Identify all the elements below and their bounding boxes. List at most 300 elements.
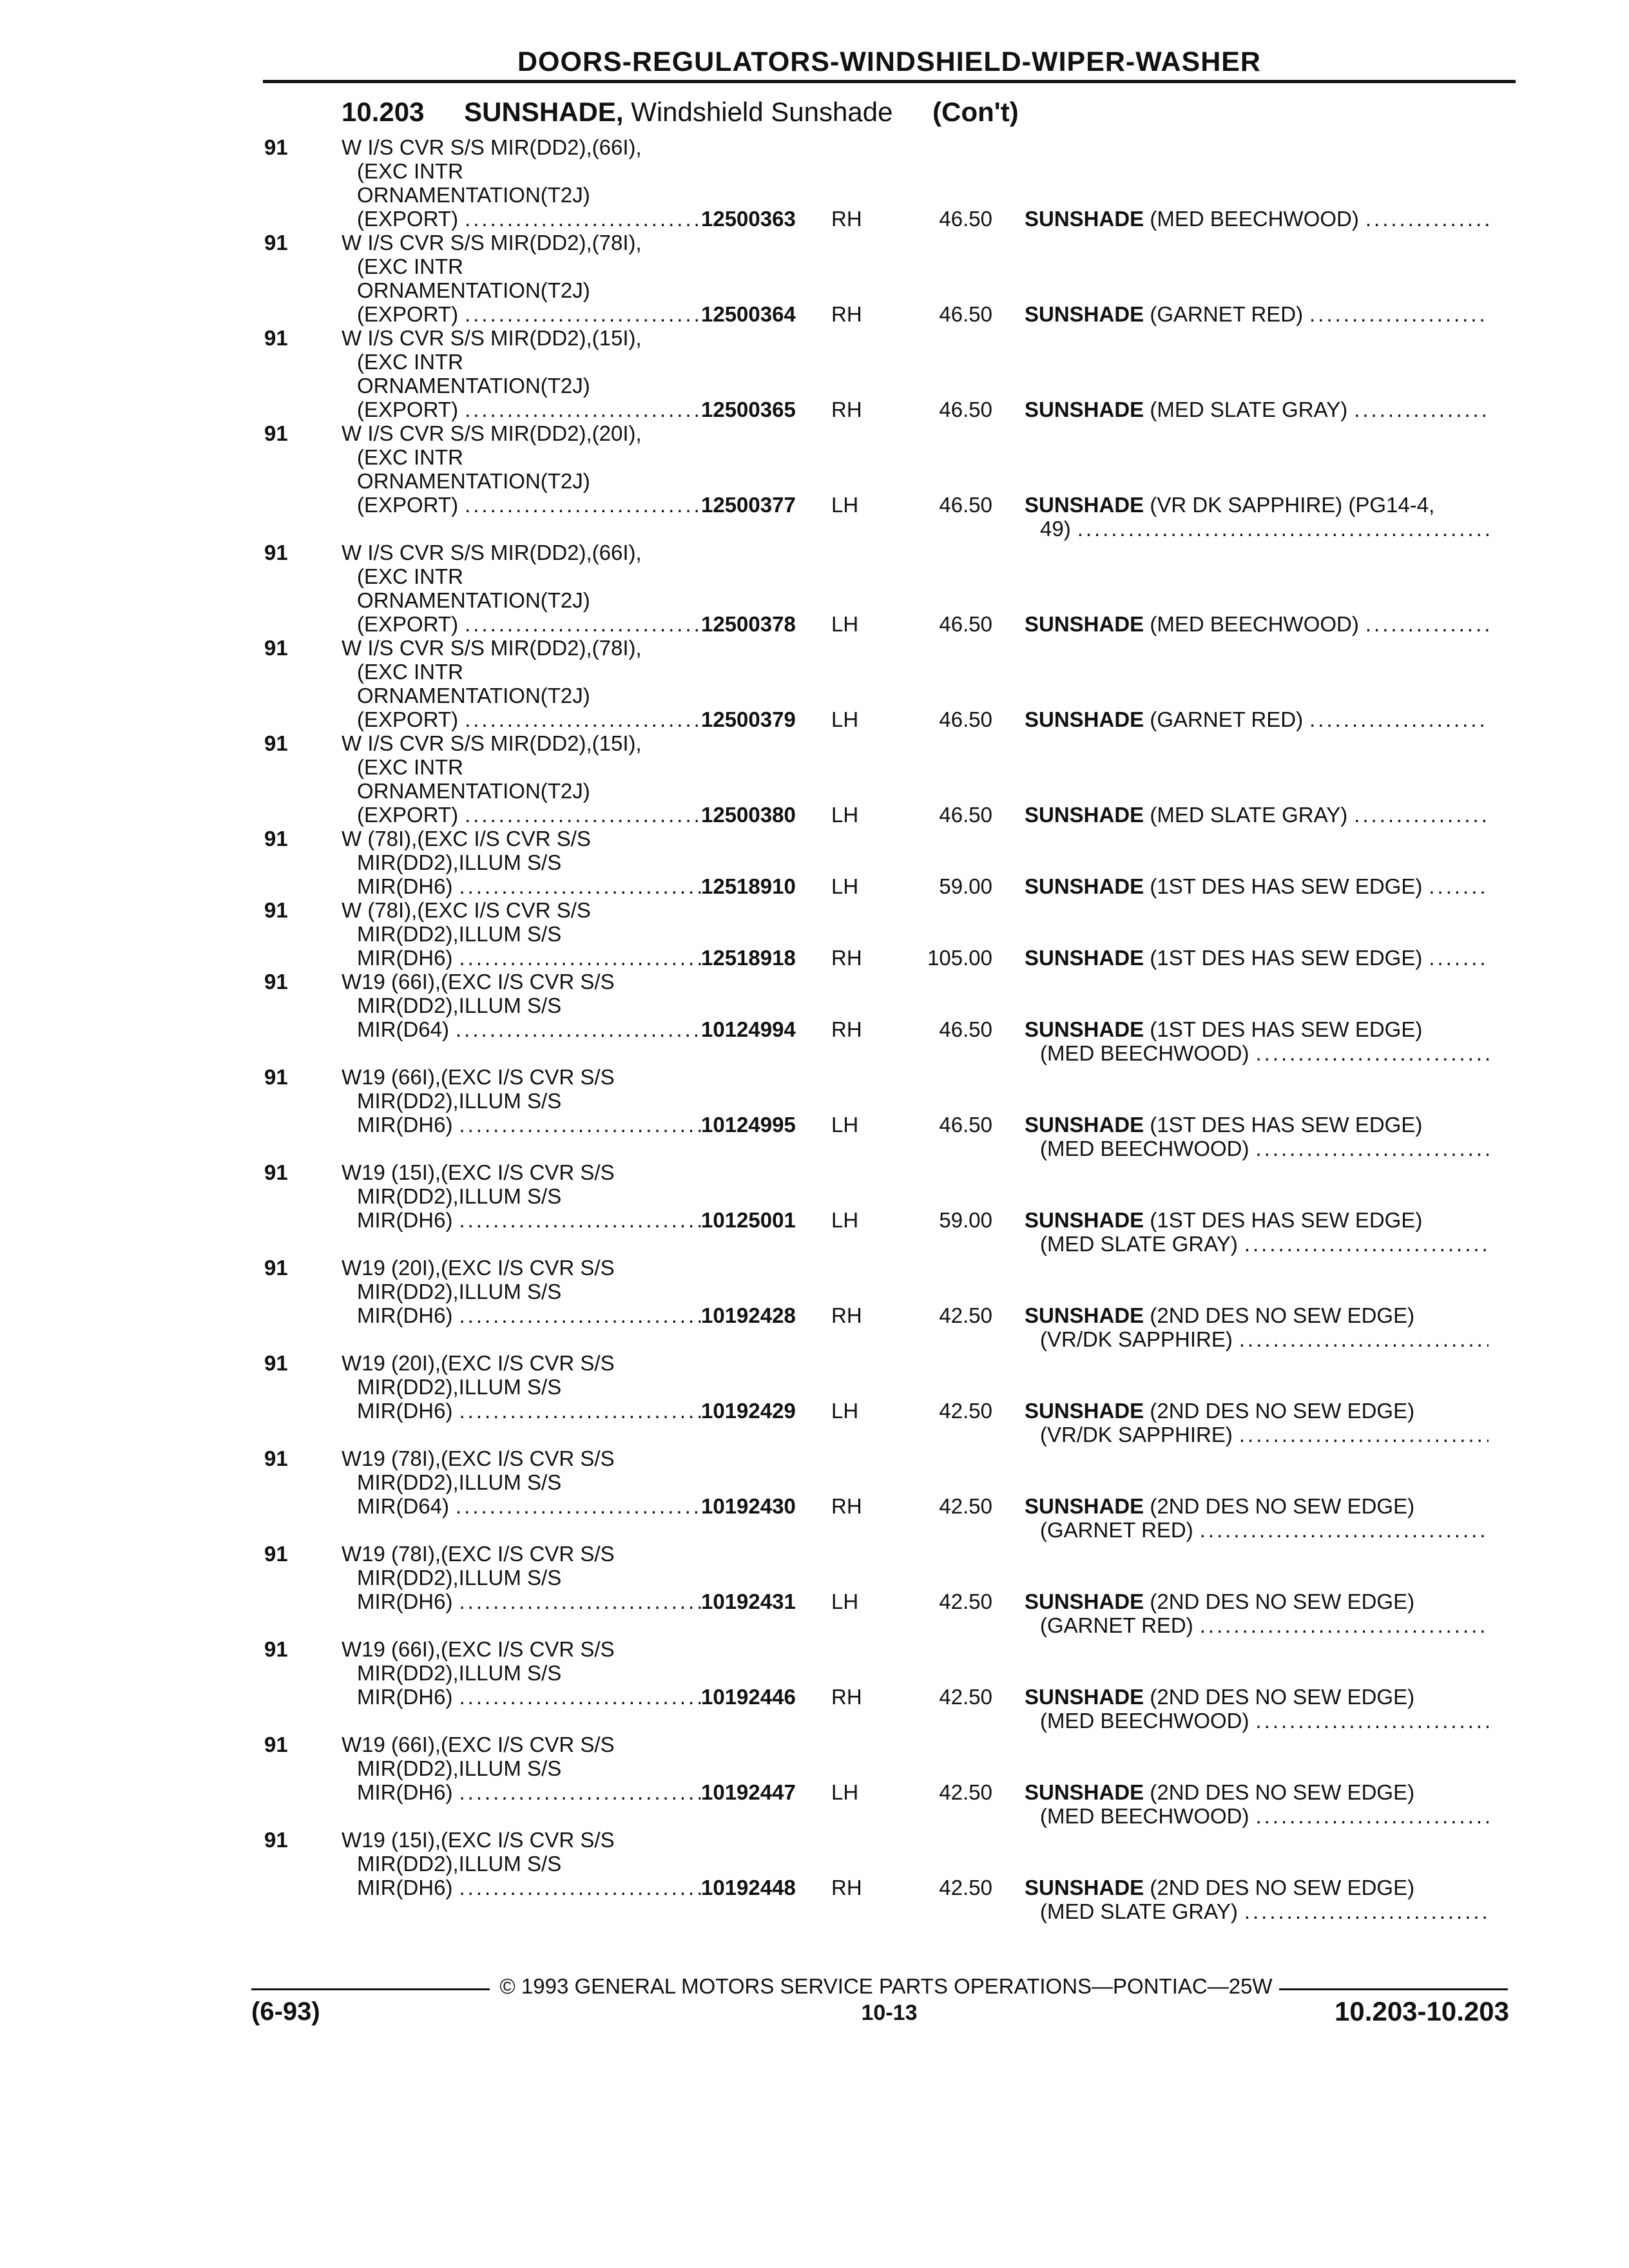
part-name-detail: (2ND DES NO SEW EDGE)	[1150, 1876, 1415, 1899]
description-line: (EXPORT)	[357, 707, 459, 731]
part-name-line	[1040, 1041, 1249, 1065]
part-entry	[0, 1828, 1629, 1923]
application-description	[342, 1542, 705, 1613]
part-name-line	[1040, 1613, 1193, 1637]
part-name-keyword: SUNSHADE	[1025, 803, 1144, 827]
part-name-keyword: SUNSHADE	[1025, 1876, 1144, 1899]
part-name-keyword: SUNSHADE	[1025, 707, 1144, 731]
list-price: 42.50	[939, 1399, 992, 1423]
model-year: 91	[264, 1733, 288, 1756]
part-name-line	[1025, 302, 1303, 326]
dot-leader	[456, 1494, 705, 1518]
part-name-line	[1025, 1399, 1414, 1423]
description-line: W I/S CVR S/S MIR(DD2),(20I),	[342, 421, 642, 445]
part-name-keyword: SUNSHADE	[1025, 874, 1144, 898]
part-name-line	[1025, 1208, 1422, 1232]
part-number: 12500379	[701, 707, 796, 731]
part-name-detail: (1ST DES HAS SEW EDGE)	[1150, 946, 1423, 970]
part-name-detail: (MED BEECHWOOD)	[1150, 612, 1359, 636]
part-entry	[0, 541, 1629, 636]
dot-leader	[459, 1303, 705, 1327]
part-name-keyword: SUNSHADE	[1025, 1399, 1144, 1423]
part-name-keyword: SUNSHADE	[1025, 1685, 1144, 1709]
list-price: 42.50	[939, 1590, 992, 1613]
part-number: 12500363	[701, 207, 796, 231]
application-description	[342, 636, 705, 731]
description-line: W19 (20I),(EXC I/S CVR S/S	[342, 1256, 615, 1280]
list-price: 42.50	[939, 1303, 992, 1327]
part-name-detail: (2ND DES NO SEW EDGE)	[1150, 1303, 1415, 1327]
application-description	[342, 1160, 705, 1232]
part-name	[1025, 1399, 1489, 1446]
description-line: (EXC INTR	[357, 755, 463, 779]
part-entry	[0, 1637, 1629, 1733]
part-name	[1025, 1494, 1489, 1542]
dot-leader	[465, 612, 705, 636]
model-year: 91	[264, 1256, 288, 1280]
description-line: (EXC INTR	[357, 255, 463, 278]
part-name-line	[1040, 1423, 1233, 1446]
part-name	[1025, 707, 1489, 731]
model-year: 91	[264, 898, 288, 922]
part-name	[1025, 1685, 1489, 1733]
part-name-line	[1025, 1494, 1414, 1518]
description-line: W19 (66I),(EXC I/S CVR S/S	[342, 970, 615, 994]
list-price: 42.50	[939, 1685, 992, 1709]
application-description	[342, 1637, 705, 1709]
part-entry	[0, 731, 1629, 827]
dot-leader	[459, 1876, 705, 1899]
part-name-line	[1040, 517, 1071, 541]
section-subtitle: Windshield Sunshade	[631, 97, 893, 127]
dot-leader	[1354, 803, 1489, 827]
dot-leader	[456, 1017, 705, 1041]
description-line: MIR(DH6)	[357, 1780, 453, 1804]
model-year: 91	[264, 827, 288, 850]
description-line: MIR(DD2),ILLUM S/S	[357, 1566, 562, 1590]
part-name-detail: (MED BEECHWOOD)	[1040, 1041, 1249, 1065]
part-entry	[0, 1160, 1629, 1256]
model-year: 91	[264, 1446, 288, 1470]
footer-page-number: 10-13	[861, 2001, 918, 2025]
model-year: 91	[264, 1065, 288, 1089]
part-entry	[0, 1351, 1629, 1446]
application-description	[342, 731, 705, 827]
part-name-detail: (MED BEECHWOOD)	[1040, 1804, 1249, 1828]
part-name-detail: (2ND DES NO SEW EDGE)	[1150, 1494, 1415, 1518]
description-line: W I/S CVR S/S MIR(DD2),(15I),	[342, 326, 642, 350]
side-indicator: RH	[831, 946, 862, 970]
description-line: MIR(DD2),ILLUM S/S	[357, 1470, 562, 1494]
part-name-keyword: SUNSHADE	[1025, 1494, 1144, 1518]
description-line: ORNAMENTATION(T2J)	[357, 588, 590, 612]
description-line: MIR(DH6)	[357, 1876, 453, 1899]
application-description	[342, 970, 705, 1041]
part-name	[1025, 1303, 1489, 1351]
part-number: 10192430	[701, 1494, 796, 1518]
description-line: W19 (78I),(EXC I/S CVR S/S	[342, 1446, 615, 1470]
dot-leader	[1309, 302, 1489, 326]
header-rule	[263, 80, 1516, 83]
footer-date-code: (6-93)	[251, 1997, 320, 2026]
part-name-detail: (2ND DES NO SEW EDGE)	[1150, 1685, 1415, 1709]
description-line: MIR(DD2),ILLUM S/S	[357, 850, 562, 874]
description-line: MIR(DH6)	[357, 1303, 453, 1327]
description-line: W I/S CVR S/S MIR(DD2),(78I),	[342, 231, 642, 255]
part-name-line	[1025, 1303, 1414, 1327]
application-description	[342, 1065, 705, 1137]
part-name-detail: (1ST DES HAS SEW EDGE)	[1150, 1017, 1423, 1041]
application-description	[342, 1351, 705, 1423]
list-price: 46.50	[939, 398, 992, 421]
dot-leader	[1200, 1613, 1489, 1637]
dot-leader	[1239, 1423, 1489, 1446]
part-name-detail: (2ND DES NO SEW EDGE)	[1150, 1590, 1415, 1613]
list-price: 59.00	[939, 1208, 992, 1232]
part-name-line	[1040, 1804, 1249, 1828]
description-line: MIR(DH6)	[357, 1399, 453, 1423]
description-line: ORNAMENTATION(T2J)	[357, 684, 590, 707]
part-entry	[0, 970, 1629, 1065]
application-description	[342, 231, 705, 326]
application-description	[342, 1256, 705, 1327]
part-name-line	[1025, 493, 1434, 517]
dot-leader	[1429, 874, 1489, 898]
part-entry	[0, 1542, 1629, 1637]
part-number: 12500378	[701, 612, 796, 636]
part-number: 12500377	[701, 493, 796, 517]
description-line: W I/S CVR S/S MIR(DD2),(66I),	[342, 541, 642, 564]
dot-leader	[1244, 1899, 1489, 1923]
part-entry	[0, 898, 1629, 970]
part-name-detail: (VR DK SAPPHIRE) (PG14-4,	[1150, 493, 1435, 517]
model-year: 91	[264, 231, 288, 255]
part-name-detail: (MED SLATE GRAY)	[1040, 1232, 1238, 1256]
application-description	[342, 326, 705, 421]
description-line: (EXC INTR	[357, 660, 463, 684]
model-year: 91	[264, 1351, 288, 1375]
part-name	[1025, 1876, 1489, 1923]
part-name-detail: (GARNET RED)	[1150, 707, 1304, 731]
part-name-line	[1025, 1017, 1422, 1041]
application-description	[342, 135, 705, 231]
dot-leader	[465, 302, 705, 326]
part-name-keyword: SUNSHADE	[1025, 1303, 1144, 1327]
side-indicator: LH	[831, 707, 859, 731]
part-number: 12500380	[701, 803, 796, 827]
part-name-line	[1025, 874, 1422, 898]
description-line: (EXPORT)	[357, 612, 459, 636]
description-line: (EXPORT)	[357, 207, 459, 231]
part-number: 10192429	[701, 1399, 796, 1423]
part-name-keyword: SUNSHADE	[1025, 1780, 1144, 1804]
part-name-line	[1025, 398, 1347, 421]
description-line: MIR(DH6)	[357, 1208, 453, 1232]
section-title-group	[464, 97, 892, 127]
dot-leader	[465, 707, 705, 731]
part-name-line	[1025, 803, 1347, 827]
part-name-line	[1025, 1113, 1422, 1137]
part-name-detail: (GARNET RED)	[1150, 302, 1304, 326]
model-year: 91	[264, 135, 288, 159]
dot-leader	[1239, 1327, 1489, 1351]
part-name	[1025, 207, 1489, 231]
part-name-keyword: SUNSHADE	[1025, 1208, 1144, 1232]
description-line: (EXC INTR	[357, 445, 463, 469]
part-name	[1025, 302, 1489, 326]
section-number: 10.203	[342, 97, 425, 127]
model-year: 91	[264, 1160, 288, 1184]
part-entry	[0, 135, 1629, 231]
part-number: 12500364	[701, 302, 796, 326]
side-indicator: LH	[831, 493, 859, 517]
description-line: W I/S CVR S/S MIR(DD2),(15I),	[342, 731, 642, 755]
dot-leader	[1354, 398, 1489, 421]
model-year: 91	[264, 970, 288, 994]
side-indicator: RH	[831, 207, 862, 231]
part-entry	[0, 1446, 1629, 1542]
dot-leader	[1256, 1804, 1489, 1828]
footer-section-range: 10.203-10.203	[1335, 1996, 1509, 2026]
description-line: ORNAMENTATION(T2J)	[357, 183, 590, 207]
part-name-line	[1040, 1899, 1238, 1923]
part-name-detail: (MED SLATE GRAY)	[1150, 398, 1348, 421]
dot-leader	[465, 493, 705, 517]
part-entry	[0, 231, 1629, 326]
part-number: 10192446	[701, 1685, 796, 1709]
dot-leader	[1256, 1041, 1489, 1065]
part-number: 10192431	[701, 1590, 796, 1613]
part-name-line	[1025, 1590, 1414, 1613]
application-description	[342, 1446, 705, 1518]
list-price: 42.50	[939, 1876, 992, 1899]
part-name-keyword: SUNSHADE	[1025, 207, 1144, 231]
description-line: MIR(D64)	[357, 1017, 450, 1041]
description-line: MIR(DD2),ILLUM S/S	[357, 1089, 562, 1113]
part-name-line	[1025, 1876, 1414, 1899]
side-indicator: RH	[831, 302, 862, 326]
part-name-detail: (1ST DES HAS SEW EDGE)	[1150, 874, 1423, 898]
description-line: ORNAMENTATION(T2J)	[357, 469, 590, 493]
part-number: 12500365	[701, 398, 796, 421]
description-line: ORNAMENTATION(T2J)	[357, 374, 590, 398]
part-name-keyword: SUNSHADE	[1025, 398, 1144, 421]
description-line: MIR(DD2),ILLUM S/S	[357, 994, 562, 1017]
dot-leader	[459, 1208, 705, 1232]
model-year: 91	[264, 1637, 288, 1661]
part-number: 10125001	[701, 1208, 796, 1232]
part-name-keyword: SUNSHADE	[1025, 1017, 1144, 1041]
description-line: W19 (78I),(EXC I/S CVR S/S	[342, 1542, 615, 1566]
dot-leader	[465, 207, 705, 231]
dot-leader	[459, 1399, 705, 1423]
dot-leader	[1256, 1709, 1489, 1733]
description-line: MIR(DH6)	[357, 1113, 453, 1137]
description-line: (EXC INTR	[357, 350, 463, 374]
part-name-keyword: SUNSHADE	[1025, 946, 1144, 970]
part-name-detail: (2ND DES NO SEW EDGE)	[1150, 1399, 1415, 1423]
part-entry	[0, 326, 1629, 421]
model-year: 91	[264, 636, 288, 660]
footer-rule-left	[251, 1988, 490, 1990]
part-name-line	[1025, 612, 1359, 636]
description-line: W19 (15I),(EXC I/S CVR S/S	[342, 1828, 615, 1852]
dot-leader	[459, 1780, 705, 1804]
description-line: W I/S CVR S/S MIR(DD2),(66I),	[342, 135, 642, 159]
part-number: 10192447	[701, 1780, 796, 1804]
description-line: MIR(DD2),ILLUM S/S	[357, 1280, 562, 1303]
part-name-detail: (GARNET RED)	[1040, 1613, 1193, 1637]
part-name-line	[1040, 1232, 1238, 1256]
model-year: 91	[264, 731, 288, 755]
side-indicator: RH	[831, 1876, 862, 1899]
part-entry	[0, 1733, 1629, 1828]
list-price: 46.50	[939, 1113, 992, 1137]
part-name-line	[1025, 946, 1422, 970]
description-line: MIR(DD2),ILLUM S/S	[357, 1661, 562, 1685]
dot-leader	[459, 946, 705, 970]
part-name-line	[1040, 1709, 1249, 1733]
part-number: 10192428	[701, 1303, 796, 1327]
part-name-keyword: SUNSHADE	[1025, 1113, 1144, 1137]
part-name	[1025, 1780, 1489, 1828]
page-header-title: DOORS-REGULATORS-WINDSHIELD-WIPER-WASHER	[517, 46, 1261, 77]
description-line: MIR(DD2),ILLUM S/S	[357, 1375, 562, 1399]
description-line: MIR(DD2),ILLUM S/S	[357, 1184, 562, 1208]
description-line: W (78I),(EXC I/S CVR S/S	[342, 827, 591, 850]
description-line: MIR(DH6)	[357, 874, 453, 898]
dot-leader	[1429, 946, 1489, 970]
part-name-detail: (MED BEECHWOOD)	[1040, 1709, 1249, 1733]
side-indicator: RH	[831, 398, 862, 421]
side-indicator: LH	[831, 1590, 859, 1613]
side-indicator: LH	[831, 612, 859, 636]
description-line: MIR(DD2),ILLUM S/S	[357, 922, 562, 946]
description-line: W19 (15I),(EXC I/S CVR S/S	[342, 1160, 615, 1184]
dot-leader	[1365, 612, 1489, 636]
footer-rule-right	[1279, 1988, 1508, 1990]
dot-leader	[459, 1590, 705, 1613]
application-description	[342, 898, 705, 970]
part-name-line	[1025, 207, 1359, 231]
side-indicator: RH	[831, 1494, 862, 1518]
list-price: 46.50	[939, 493, 992, 517]
description-line: W I/S CVR S/S MIR(DD2),(78I),	[342, 636, 642, 660]
description-line: (EXPORT)	[357, 302, 459, 326]
dot-leader	[1077, 517, 1489, 541]
description-line: MIR(DH6)	[357, 946, 453, 970]
part-name	[1025, 1017, 1489, 1065]
part-name	[1025, 612, 1489, 636]
description-line: W19 (20I),(EXC I/S CVR S/S	[342, 1351, 615, 1375]
model-year: 91	[264, 1542, 288, 1566]
part-name	[1025, 946, 1489, 970]
description-line: (EXPORT)	[357, 493, 459, 517]
description-line: MIR(DD2),ILLUM S/S	[357, 1852, 562, 1876]
side-indicator: RH	[831, 1017, 862, 1041]
dot-leader	[1256, 1137, 1489, 1160]
side-indicator: RH	[831, 1685, 862, 1709]
list-price: 46.50	[939, 302, 992, 326]
list-price: 46.50	[939, 803, 992, 827]
part-name-detail: (2ND DES NO SEW EDGE)	[1150, 1780, 1415, 1804]
description-line: MIR(DH6)	[357, 1685, 453, 1709]
part-name-keyword: SUNSHADE	[1025, 493, 1144, 517]
list-price: 42.50	[939, 1780, 992, 1804]
part-name	[1025, 874, 1489, 898]
list-price: 42.50	[939, 1494, 992, 1518]
dot-leader	[459, 1685, 705, 1709]
description-line: (EXPORT)	[357, 398, 459, 421]
dot-leader	[465, 803, 705, 827]
part-number: 10124995	[701, 1113, 796, 1137]
dot-leader	[1200, 1518, 1489, 1542]
part-name	[1025, 1590, 1489, 1637]
part-name-detail: (MED BEECHWOOD)	[1150, 207, 1359, 231]
footer-copyright: © 1993 GENERAL MOTORS SERVICE PARTS OPERATIONS—PONTIAC—25W	[499, 1974, 1273, 1998]
part-entry	[0, 827, 1629, 898]
part-number: 10192448	[701, 1876, 796, 1899]
part-name-detail: (VR/DK SAPPHIRE)	[1040, 1327, 1233, 1351]
part-name-line	[1040, 1518, 1193, 1542]
description-line: MIR(DD2),ILLUM S/S	[357, 1756, 562, 1780]
application-description	[342, 1828, 705, 1899]
part-name-keyword: SUNSHADE	[1025, 1590, 1144, 1613]
part-number: 12518918	[701, 946, 796, 970]
side-indicator: LH	[831, 1780, 859, 1804]
part-name-detail: (MED SLATE GRAY)	[1040, 1899, 1238, 1923]
section-title: SUNSHADE,	[464, 97, 624, 127]
section-heading	[342, 97, 1051, 128]
dot-leader	[1365, 207, 1489, 231]
model-year: 91	[264, 541, 288, 564]
model-year: 91	[264, 1828, 288, 1852]
list-price: 46.50	[939, 207, 992, 231]
description-line: ORNAMENTATION(T2J)	[357, 779, 590, 803]
part-name	[1025, 1113, 1489, 1160]
side-indicator: LH	[831, 1208, 859, 1232]
part-name-line	[1025, 1780, 1414, 1804]
part-name-line	[1025, 707, 1303, 731]
description-line: W (78I),(EXC I/S CVR S/S	[342, 898, 591, 922]
part-entry	[0, 1065, 1629, 1160]
part-number: 10124994	[701, 1017, 796, 1041]
part-name-keyword: SUNSHADE	[1025, 612, 1144, 636]
side-indicator: LH	[831, 874, 859, 898]
application-description	[342, 827, 705, 898]
part-entry	[0, 421, 1629, 541]
description-line: W19 (66I),(EXC I/S CVR S/S	[342, 1637, 615, 1661]
description-line: (EXPORT)	[357, 803, 459, 827]
part-name-line	[1025, 1685, 1414, 1709]
side-indicator: RH	[831, 1303, 862, 1327]
dot-leader	[459, 874, 705, 898]
part-entry	[0, 636, 1629, 731]
dot-leader	[1309, 707, 1489, 731]
list-price: 46.50	[939, 707, 992, 731]
application-description	[342, 541, 705, 636]
part-name	[1025, 398, 1489, 421]
side-indicator: LH	[831, 803, 859, 827]
part-name-detail: (GARNET RED)	[1040, 1518, 1193, 1542]
part-name	[1025, 1208, 1489, 1256]
description-line: (EXC INTR	[357, 159, 463, 183]
dot-leader	[459, 1113, 705, 1137]
model-year: 91	[264, 326, 288, 350]
part-name-detail: (MED BEECHWOOD)	[1040, 1137, 1249, 1160]
part-entry	[0, 1256, 1629, 1351]
side-indicator: LH	[831, 1399, 859, 1423]
